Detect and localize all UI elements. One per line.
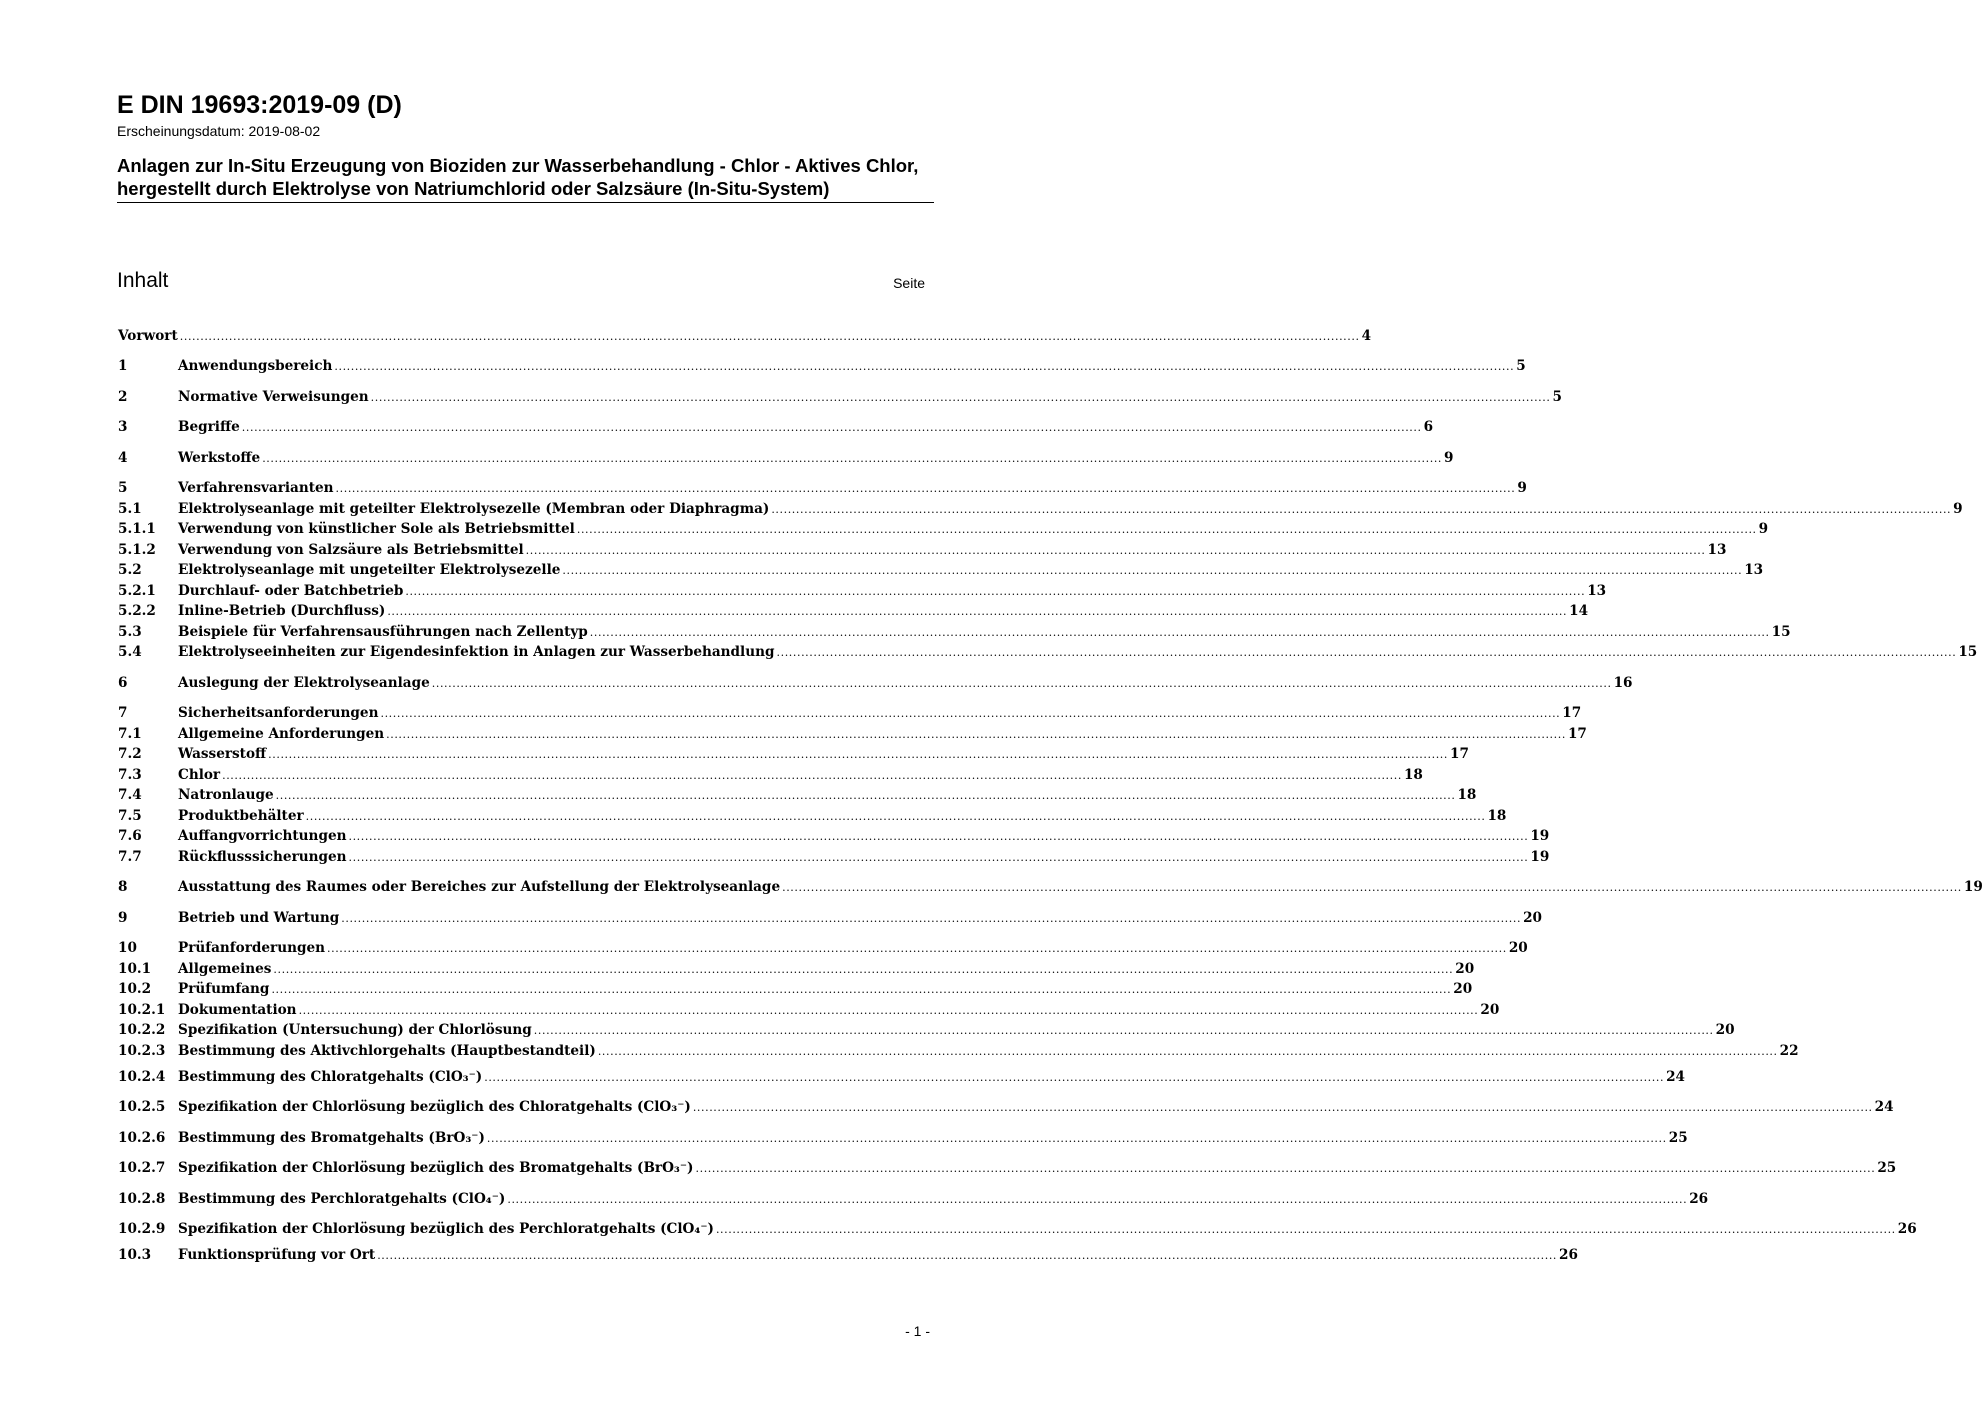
toc-entry[interactable] bbox=[118, 1158, 1897, 1179]
toc-entry-page: 9 bbox=[1758, 521, 1769, 537]
toc-entry-number: 7.5 bbox=[118, 808, 142, 824]
toc-leader-dots bbox=[371, 387, 1551, 408]
toc-entry-number: 7 bbox=[118, 705, 128, 721]
toc-entry-number: 10.2.4 bbox=[118, 1069, 166, 1085]
toc-entry[interactable] bbox=[118, 826, 1550, 847]
toc-entry-page: 5 bbox=[1516, 358, 1526, 374]
toc-entry-title: Funktionsprüfung vor Ort bbox=[178, 1247, 376, 1263]
toc-entry-page: 18 bbox=[1487, 808, 1507, 824]
toc-leader-dots bbox=[349, 847, 1529, 868]
toc-entry[interactable] bbox=[118, 744, 1469, 765]
toc-entry-number: 7.6 bbox=[118, 828, 142, 844]
toc-entry-page: 20 bbox=[1715, 1022, 1735, 1038]
toc-leader-dots bbox=[341, 908, 1521, 929]
toc-entry[interactable] bbox=[118, 938, 1528, 959]
toc-entry-title: Betrieb und Wartung bbox=[178, 910, 340, 926]
toc-entry-number: 5.2.2 bbox=[118, 603, 156, 619]
toc-entry-page: 20 bbox=[1480, 1002, 1500, 1018]
toc-entry-title: Allgemeines bbox=[178, 961, 272, 977]
toc-entry[interactable] bbox=[118, 959, 1475, 980]
toc-entry-title: Rückflusssicherungen bbox=[178, 849, 347, 865]
toc-entry-page: 22 bbox=[1779, 1043, 1799, 1059]
toc-entry[interactable] bbox=[118, 1128, 1688, 1149]
toc-entry-number: 7.2 bbox=[118, 746, 142, 762]
toc-entry-page: 17 bbox=[1567, 726, 1587, 742]
document-header bbox=[117, 88, 934, 203]
toc-entry-title: Spezifikation (Untersuchung) der Chlorlösung bbox=[178, 1022, 532, 1038]
toc-entry-title: Verwendung von künstlicher Sole als Betriebsmittel bbox=[178, 521, 575, 537]
toc-entry-title: Werkstoffe bbox=[178, 450, 261, 466]
toc-entry-number: 2 bbox=[118, 389, 128, 405]
toc-entry-number: 10.2.7 bbox=[118, 1160, 166, 1176]
toc-entry-page: 15 bbox=[1771, 624, 1791, 640]
toc-entry-number: 10.2.9 bbox=[118, 1221, 166, 1237]
toc-entry-number: 7.4 bbox=[118, 787, 142, 803]
toc-entry-title: Vorwort bbox=[118, 328, 178, 344]
toc-entry-title: Chlor bbox=[178, 767, 221, 783]
toc-entry-number: 10.2.6 bbox=[118, 1130, 166, 1146]
toc-entry-number: 5.1 bbox=[118, 501, 142, 517]
toc-entry-title: Bestimmung des Chloratgehalts (ClO₃⁻) bbox=[178, 1069, 483, 1085]
toc-entry-title: Beispiele für Verfahrensausführungen nach Zellentyp bbox=[178, 624, 588, 640]
toc-leader-dots bbox=[405, 581, 1585, 602]
toc-entry-page: 16 bbox=[1613, 675, 1633, 691]
toc-entry-page: 17 bbox=[1450, 746, 1469, 762]
toc-entry[interactable] bbox=[118, 785, 1477, 806]
toc-entry[interactable] bbox=[118, 601, 1589, 622]
toc-entry-number: 9 bbox=[118, 910, 128, 926]
toc-entry-page: 13 bbox=[1744, 562, 1764, 578]
toc-entry-title: Natronlauge bbox=[178, 787, 274, 803]
toc-entry[interactable] bbox=[118, 877, 1983, 898]
toc-entry-title: Elektrolyseanlage mit geteilter Elektrolysezelle (Membran oder Diaphragma) bbox=[178, 501, 770, 517]
toc-leader-dots bbox=[222, 765, 1402, 786]
toc-entry-number: 10.2.3 bbox=[118, 1043, 166, 1059]
toc-entry[interactable] bbox=[118, 478, 1527, 499]
toc-entry-title: Spezifikation der Chlorlösung bezüglich des Perchloratgehalts (ClO₄⁻) bbox=[178, 1221, 714, 1237]
toc-entry-page: 6 bbox=[1423, 419, 1434, 435]
toc-entry[interactable] bbox=[118, 703, 1582, 724]
document-id: E DIN 19693:2019-09 (D) bbox=[117, 91, 402, 119]
toc-entry-title: Bestimmung des Bromatgehalts (BrO₃⁻) bbox=[178, 1130, 485, 1146]
toc-heading bbox=[117, 267, 925, 295]
toc-entry-page: 9 bbox=[1444, 450, 1454, 466]
toc-entry[interactable] bbox=[118, 642, 1978, 663]
toc-entry-page: 25 bbox=[1877, 1160, 1897, 1176]
toc-entry-title: Auffangvorrichtungen bbox=[178, 828, 347, 844]
toc-entry-number: 4 bbox=[118, 450, 128, 466]
toc-leader-dots bbox=[327, 938, 1507, 959]
page-number: - 1 - bbox=[905, 1323, 930, 1339]
toc-leader-dots bbox=[377, 1245, 1557, 1266]
toc-entry-number: 5.3 bbox=[118, 624, 142, 640]
toc-leader-dots bbox=[387, 601, 1567, 622]
toc-entry-number: 7.1 bbox=[118, 726, 142, 742]
toc-entry-number: 8 bbox=[118, 879, 128, 895]
toc-entry-title: Allgemeine Anforderungen bbox=[178, 726, 385, 742]
toc-entry-page: 9 bbox=[1517, 480, 1527, 496]
toc-entry-page: 26 bbox=[1689, 1191, 1709, 1207]
toc-entry-page: 20 bbox=[1508, 940, 1528, 956]
toc-leader-dots bbox=[348, 826, 1528, 847]
toc-leader-dots bbox=[268, 744, 1448, 765]
toc-entry[interactable] bbox=[118, 765, 1423, 786]
toc-leader-dots bbox=[271, 979, 1451, 1000]
toc-entry-title: Elektrolyseeinheiten zur Eigendesinfektion in Anlagen zur Wasserbehandlung bbox=[178, 644, 775, 660]
toc-entry-page: 24 bbox=[1874, 1099, 1894, 1115]
publication-date: Erscheinungsdatum: 2019-08-02 bbox=[117, 123, 321, 139]
toc-entry[interactable] bbox=[118, 622, 1791, 643]
toc-leader-dots bbox=[693, 1097, 1873, 1118]
toc-entry[interactable] bbox=[118, 1219, 1917, 1240]
toc-entry-number: 10.3 bbox=[118, 1247, 152, 1263]
toc-leader-dots bbox=[180, 326, 1360, 347]
toc-entry-number: 10 bbox=[118, 940, 137, 956]
toc-entry-number: 5.2.1 bbox=[118, 583, 156, 599]
toc-entry-title: Prüfanforderungen bbox=[178, 940, 326, 956]
toc-entry-number: 10.2.5 bbox=[118, 1099, 166, 1115]
toc-leader-dots bbox=[242, 417, 1422, 438]
toc-entry-number: 10.1 bbox=[118, 961, 152, 977]
toc-leader-dots bbox=[507, 1189, 1687, 1210]
toc-entry[interactable] bbox=[118, 560, 1764, 581]
toc-leader-dots bbox=[262, 448, 1442, 469]
toc-entry[interactable] bbox=[118, 724, 1587, 745]
toc-entry[interactable] bbox=[118, 673, 1633, 694]
toc-leader-dots bbox=[334, 356, 1514, 377]
toc-entry-title: Ausstattung des Raumes oder Bereiches zur Aufstellung der Elektrolyseanlage bbox=[178, 879, 781, 895]
toc-entry-number: 10.2.8 bbox=[118, 1191, 166, 1207]
toc-entry-title: Inline-Betrieb (Durchfluss) bbox=[178, 603, 386, 619]
toc-entry-page: 19 bbox=[1963, 879, 1983, 895]
toc-entry[interactable] bbox=[118, 540, 1727, 561]
toc-leader-dots bbox=[534, 1020, 1714, 1041]
toc-leader-dots bbox=[716, 1219, 1896, 1240]
toc-entry[interactable] bbox=[118, 519, 1769, 540]
toc-entry-page: 18 bbox=[1457, 787, 1477, 803]
toc-leader-dots bbox=[386, 724, 1566, 745]
toc-page-label: Seite bbox=[893, 275, 925, 291]
toc-leader-dots bbox=[771, 499, 1951, 520]
toc-entry-title: Anwendungsbereich bbox=[178, 358, 333, 374]
toc-entry-page: 18 bbox=[1403, 767, 1423, 783]
toc-entry-page: 9 bbox=[1953, 501, 1963, 517]
toc-entry[interactable] bbox=[118, 1097, 1894, 1118]
toc-leader-dots bbox=[484, 1067, 1664, 1088]
toc-entry-title: Dokumentation bbox=[178, 1002, 297, 1018]
toc-entry-number: 10.2.1 bbox=[118, 1002, 166, 1018]
toc-entry-title: Durchlauf- oder Batchbetrieb bbox=[178, 583, 404, 599]
toc-entry-page: 14 bbox=[1569, 603, 1589, 619]
toc-entry-page: 13 bbox=[1587, 583, 1607, 599]
toc-entry-title: Bestimmung des Perchloratgehalts (ClO₄⁻) bbox=[178, 1191, 506, 1207]
toc-entry[interactable] bbox=[118, 448, 1454, 469]
toc-entry-number: 5 bbox=[118, 480, 128, 496]
toc-entry-number: 7.7 bbox=[118, 849, 142, 865]
toc-entry[interactable] bbox=[118, 908, 1542, 929]
toc-leader-dots bbox=[306, 806, 1486, 827]
toc-entry-number: 6 bbox=[118, 675, 128, 691]
toc-leader-dots bbox=[562, 560, 1742, 581]
toc-entry-title: Sicherheitsanforderungen bbox=[178, 705, 379, 721]
toc-entry-title: Verwendung von Salzsäure als Betriebsmittel bbox=[178, 542, 524, 558]
toc-title: Inhalt bbox=[117, 269, 169, 292]
toc-entry-title: Produktbehälter bbox=[178, 808, 304, 824]
toc-entry[interactable] bbox=[118, 806, 1507, 827]
toc-entry-title: Verfahrensvarianten bbox=[178, 480, 334, 496]
document-title: Anlagen zur In-Situ Erzeugung von Bioziden zur Wasserbehandlung - Chlor - Aktives Chlor, hergestellt durch Elektrolyse von Natriumchlorid oder Salzsäure (In-Situ-System) bbox=[117, 155, 934, 203]
toc-leader-dots bbox=[276, 785, 1456, 806]
toc-entry-number: 1 bbox=[118, 358, 128, 374]
toc-leader-dots bbox=[336, 478, 1516, 499]
toc-entry-page: 20 bbox=[1523, 910, 1542, 926]
toc-entry-number: 7.3 bbox=[118, 767, 142, 783]
toc-leader-dots bbox=[273, 959, 1453, 980]
toc-entry-number: 5.1.1 bbox=[118, 521, 156, 537]
toc-entry-page: 4 bbox=[1361, 328, 1372, 344]
toc-leader-dots bbox=[526, 540, 1706, 561]
toc-entry-title: Auslegung der Elektrolyseanlage bbox=[178, 675, 430, 691]
toc-entry-title: Spezifikation der Chlorlösung bezüglich des Chloratgehalts (ClO₃⁻) bbox=[178, 1099, 691, 1115]
toc-entry-page: 17 bbox=[1562, 705, 1582, 721]
toc-entry[interactable] bbox=[118, 356, 1526, 377]
toc-entry[interactable] bbox=[118, 979, 1473, 1000]
toc-entry-title: Spezifikation der Chlorlösung bezüglich des Bromatgehalts (BrO₃⁻) bbox=[178, 1160, 694, 1176]
toc-entry-title: Normative Verweisungen bbox=[178, 389, 369, 405]
toc-entry-number: 5.1.2 bbox=[118, 542, 156, 558]
toc-entry-page: 5 bbox=[1552, 389, 1562, 405]
toc-entry-title: Prüfumfang bbox=[178, 981, 270, 997]
toc-entry[interactable] bbox=[118, 1020, 1735, 1041]
toc-entry[interactable] bbox=[118, 581, 1607, 602]
toc-entry[interactable] bbox=[118, 417, 1434, 438]
toc-leader-dots bbox=[432, 673, 1612, 694]
toc-leader-dots bbox=[577, 519, 1757, 540]
toc-entry-page: 19 bbox=[1530, 849, 1550, 865]
toc-entry-page: 13 bbox=[1707, 542, 1727, 558]
toc-entry-page: 26 bbox=[1559, 1247, 1578, 1263]
toc-entry-title: Wasserstoff bbox=[178, 746, 267, 762]
toc-entry-number: 3 bbox=[118, 419, 128, 435]
toc-leader-dots bbox=[598, 1041, 1778, 1062]
toc-entry[interactable] bbox=[118, 1000, 1500, 1021]
toc-entry[interactable] bbox=[118, 1041, 1799, 1062]
toc-entry-page: 26 bbox=[1897, 1221, 1917, 1237]
toc-entry[interactable] bbox=[118, 499, 1963, 520]
toc-leader-dots bbox=[299, 1000, 1479, 1021]
toc-entry[interactable] bbox=[118, 847, 1550, 868]
toc-leader-dots bbox=[696, 1158, 1876, 1179]
toc-entry-page: 25 bbox=[1668, 1130, 1688, 1146]
toc-entry-title: Begriffe bbox=[178, 419, 240, 435]
toc-entry-number: 10.2.2 bbox=[118, 1022, 166, 1038]
toc-entry-page: 24 bbox=[1666, 1069, 1685, 1085]
toc-entry[interactable] bbox=[118, 1245, 1578, 1266]
toc-leader-dots bbox=[487, 1128, 1667, 1149]
toc-entry[interactable] bbox=[118, 1067, 1685, 1088]
toc-leader-dots bbox=[380, 703, 1560, 724]
toc-entry-number: 5.4 bbox=[118, 644, 142, 660]
toc-entry-page: 20 bbox=[1453, 981, 1473, 997]
toc-entry[interactable] bbox=[118, 326, 1372, 347]
toc-entry-title: Elektrolyseanlage mit ungeteilter Elektrolysezelle bbox=[178, 562, 561, 578]
toc-entry[interactable] bbox=[118, 1189, 1709, 1210]
toc-leader-dots bbox=[782, 877, 1962, 898]
toc-entry-page: 19 bbox=[1530, 828, 1550, 844]
toc-entry[interactable] bbox=[118, 387, 1562, 408]
toc-entry-page: 15 bbox=[1958, 644, 1978, 660]
toc-leader-dots bbox=[590, 622, 1770, 643]
toc-entry-page: 20 bbox=[1455, 961, 1475, 977]
toc-entry-title: Bestimmung des Aktivchlorgehalts (Hauptbestandteil) bbox=[178, 1043, 596, 1059]
toc-leader-dots bbox=[777, 642, 1957, 663]
toc-entry-number: 10.2 bbox=[118, 981, 152, 997]
toc-entry-number: 5.2 bbox=[118, 562, 142, 578]
